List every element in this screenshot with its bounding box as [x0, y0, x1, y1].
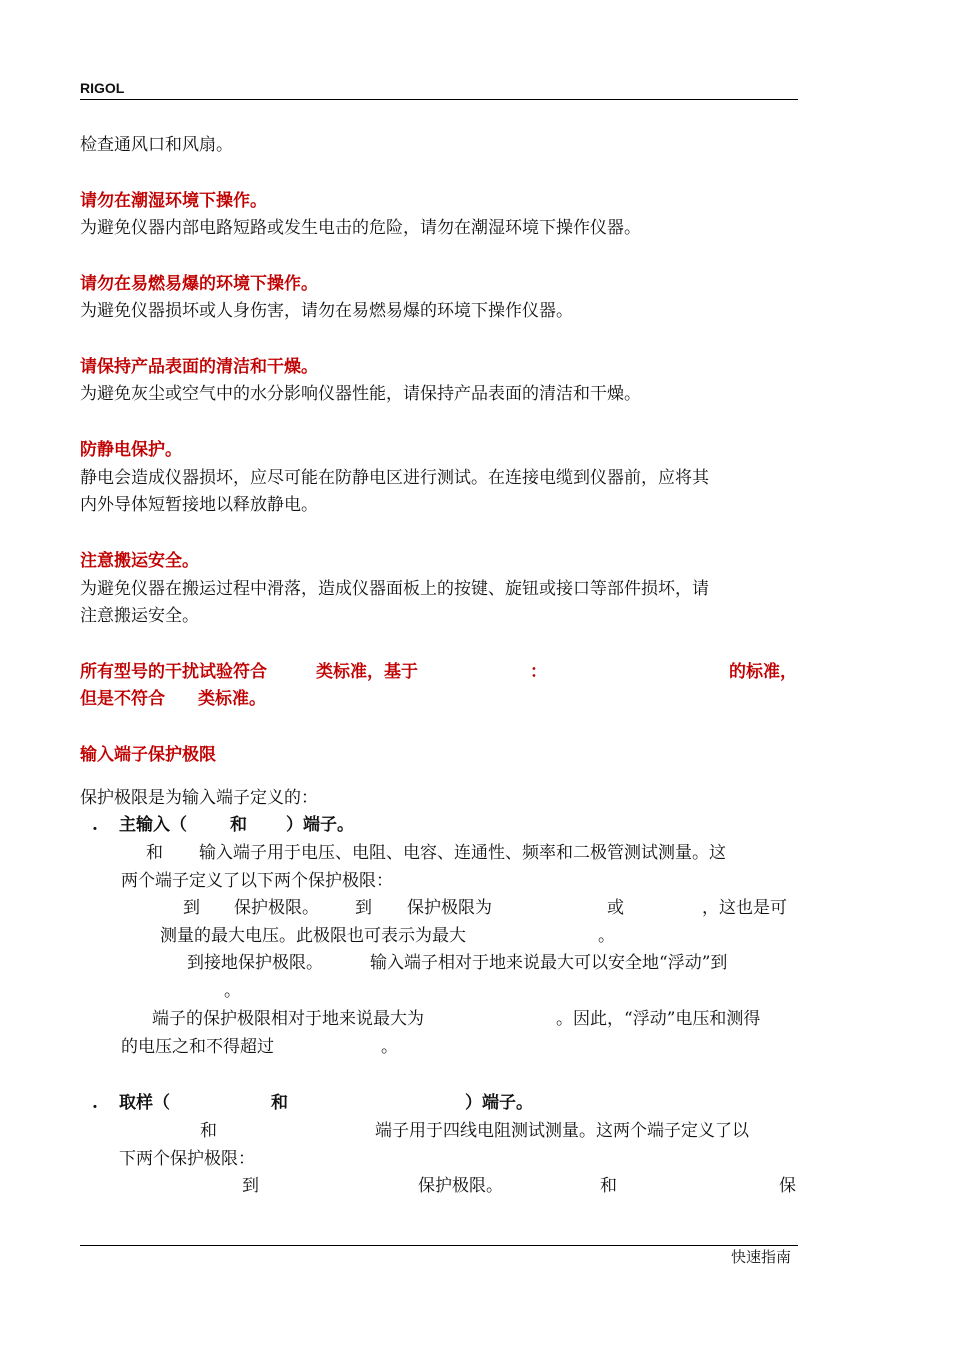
body-text: 。: [598, 926, 615, 946]
header-brand: RIGOL: [80, 80, 125, 96]
section-heading: 输入端子保护极限: [80, 745, 216, 765]
emc-note: 所有型号的干扰试验符合: [80, 662, 267, 682]
section-heading: 请保持产品表面的清洁和干燥。: [80, 357, 318, 377]
body-text: 检查通风口和风扇。: [80, 135, 233, 155]
list-item-title: 主输入（: [119, 815, 187, 835]
body-text: 。: [224, 981, 241, 1001]
body-text: 和: [200, 1121, 217, 1141]
body-text: 内外导体短暂接地以释放静电。: [80, 495, 318, 515]
section-heading: 注意搬运安全。: [80, 551, 199, 571]
body-text: 为避免仪器损坏或人身伤害，请勿在易燃易爆的环境下操作仪器。: [80, 301, 573, 321]
body-text: 保护极限。: [418, 1176, 503, 1196]
bullet: .: [92, 815, 98, 835]
list-item-title: 和: [230, 815, 247, 835]
body-text: 输入端子用于电压、电阻、电容、连通性、频率和二极管测试测量。这: [199, 843, 726, 863]
list-item-title: ）端子。: [465, 1093, 533, 1113]
body-text: 到: [242, 1176, 259, 1196]
body-text: 注意搬运安全。: [80, 606, 199, 626]
footer-divider: [80, 1245, 798, 1246]
emc-note: 的标准，: [729, 662, 797, 682]
body-text: 端子用于四线电阻测试测量。这两个端子定义了以: [375, 1121, 749, 1141]
section-heading: 请勿在潮湿环境下操作。: [80, 191, 267, 211]
body-text: 端子的保护极限相对于地来说最大为: [152, 1009, 424, 1029]
bullet: .: [92, 1093, 98, 1113]
body-text: 和: [146, 843, 163, 863]
body-text: 保护极限。: [234, 898, 319, 918]
section-heading: 请勿在易燃易爆的环境下操作。: [80, 274, 318, 294]
emc-note: ：: [530, 662, 547, 682]
section-heading: 防静电保护。: [80, 440, 182, 460]
body-text: 。: [381, 1037, 398, 1057]
emc-note: 类标准，基于: [316, 662, 418, 682]
body-text: 保护极限为: [407, 898, 492, 918]
body-text: 为避免仪器在搬运过程中滑落，造成仪器面板上的按键、旋钮或接口等部件损坏，请: [80, 579, 709, 599]
list-item-title: 和: [271, 1093, 288, 1113]
body-text: ，这也是可: [702, 898, 787, 918]
body-text: 静电会造成仪器损坏，应尽可能在防静电区进行测试。在连接电缆到仪器前，应将其: [80, 468, 709, 488]
list-item-title: 取样（: [119, 1093, 170, 1113]
body-text: 两个端子定义了以下两个保护极限：: [121, 871, 393, 891]
emc-note: 类标准。: [198, 689, 266, 709]
body-text: 下两个保护极限：: [119, 1149, 255, 1169]
body-text: 到: [183, 898, 200, 918]
body-text: 为避免仪器内部电路短路或发生电击的危险，请勿在潮湿环境下操作仪器。: [80, 218, 641, 238]
footer-text: 快速指南: [731, 1248, 792, 1266]
body-text: 输入端子相对于地来说最大可以安全地“浮动”到: [370, 953, 728, 973]
body-text: 到: [355, 898, 372, 918]
body-text: 保: [779, 1176, 796, 1196]
body-text: 和: [600, 1176, 617, 1196]
body-text: 到接地保护极限。: [187, 953, 323, 973]
list-item-title: ）端子。: [286, 815, 354, 835]
body-text: 保护极限是为输入端子定义的：: [80, 788, 318, 808]
body-text: 。因此，“浮动”电压和测得: [556, 1009, 761, 1029]
emc-note: 但是不符合: [80, 689, 165, 709]
header-divider: [80, 99, 798, 100]
body-text: 测量的最大电压。此极限也可表示为最大: [160, 926, 466, 946]
body-text: 为避免灰尘或空气中的水分影响仪器性能，请保持产品表面的清洁和干燥。: [80, 384, 641, 404]
body-text: 或: [607, 898, 624, 918]
body-text: 的电压之和不得超过: [121, 1037, 274, 1057]
